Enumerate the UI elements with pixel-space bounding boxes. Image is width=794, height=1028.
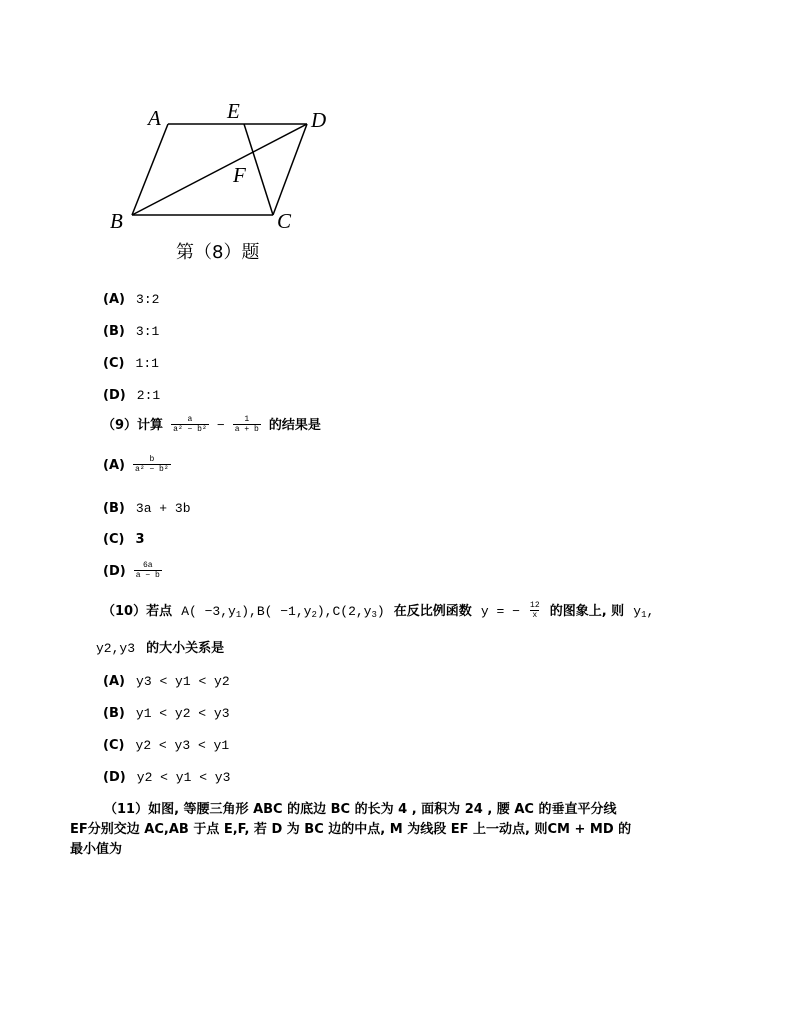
segment-ab — [132, 124, 168, 215]
q8-option-a — [103, 288, 159, 307]
q10-option-b — [103, 702, 230, 721]
fraction-denominator: a² − b² — [135, 465, 169, 474]
q10-points: $A( -3,y_1),B( -1,y_2),C(2,y_3)$ — [181, 604, 385, 620]
fraction-denominator: x — [532, 611, 538, 620]
q10-line2-text: 的大小关系是 — [146, 641, 225, 656]
option-label: (B) — [103, 501, 125, 516]
point-b: ),B( −1, — [241, 604, 304, 619]
q9-option-a — [103, 454, 174, 474]
option-text: 3a + 3b — [135, 501, 191, 516]
q9-option-d — [103, 560, 165, 580]
option-label: (A) — [103, 458, 125, 473]
fraction-numerator: 12 — [530, 601, 540, 610]
option-label: (B) — [103, 706, 125, 721]
q11-line-1: （11）如图, 等腰三角形 ABC 的底边 BC 的长为 4 , 面积为 24 , 腰 AC 的垂直平分线 — [104, 802, 617, 817]
option-label: (A) — [103, 292, 125, 307]
option-text: 1:1 — [135, 356, 159, 371]
fraction-denominator: a² − b² — [173, 425, 207, 434]
q11-line-2: EF分别交边 AC,AB 于点 E,F, 若 D 为 BC 边的中点, M 为线段 EF 上一动点, 则CM + MD 的 — [70, 822, 632, 837]
option-text: 3:1 — [135, 324, 160, 339]
q10-option-c — [103, 734, 229, 753]
q9-option-b — [103, 497, 191, 516]
option-label: (D) — [103, 770, 126, 785]
q9-fraction-2 — [233, 415, 261, 434]
option-text: y2 < y1 < y3 — [136, 770, 231, 785]
option-text: y3 < y1 < y2 — [136, 674, 230, 689]
option-label: (C) — [103, 356, 125, 371]
fraction-numerator: 6a — [142, 561, 153, 570]
option-label: (B) — [103, 324, 125, 339]
var-y1: y — [228, 604, 236, 619]
q10-vars: y2,y3 — [96, 641, 136, 656]
option-text: 2:1 — [136, 388, 161, 403]
q8-option-d — [103, 384, 160, 403]
sub-1: 1 — [235, 610, 242, 620]
minus-sign: − — [216, 418, 225, 433]
q10-option-d — [103, 766, 230, 785]
option-text: 3:2 — [136, 292, 160, 307]
q10-option-a — [103, 670, 230, 689]
q10-y1: $y_1$, — [633, 604, 655, 620]
q8-option-c — [103, 352, 159, 371]
fraction-numerator: 1 — [244, 415, 250, 424]
figure-caption: 第（8）题 — [176, 242, 260, 263]
point-label-d: D — [311, 108, 327, 132]
fraction-numerator: a — [187, 415, 193, 424]
option-text: 3 — [135, 532, 145, 547]
fraction-numerator: b — [149, 455, 155, 464]
q10-mid: 在反比例函数 — [393, 604, 472, 619]
fraction-denominator: a + b — [234, 425, 259, 434]
option-label: (C) — [103, 532, 125, 547]
q10-fraction — [528, 601, 542, 620]
q9-prefix: （9）计算 — [102, 418, 164, 433]
point-a: A( −3, — [181, 604, 228, 619]
q9-fraction-1 — [171, 415, 209, 434]
q10-function: y = − — [480, 604, 520, 619]
point-label-a: A — [148, 106, 161, 130]
fraction-denominator: a − b — [135, 571, 160, 580]
q9-option-c — [103, 528, 145, 547]
q10-suffix: 的图象上, 则 — [549, 604, 625, 619]
point-label-c: C — [277, 209, 292, 233]
q9-suffix: 的结果是 — [268, 418, 321, 433]
option-label: (D) — [103, 388, 126, 403]
point-label-f: F — [233, 163, 246, 187]
option-text: y2 < y3 < y1 — [135, 738, 230, 753]
q8-option-b — [103, 320, 159, 339]
q9-stem — [102, 414, 321, 434]
option-label: (C) — [103, 738, 125, 753]
segment-bd — [132, 124, 307, 215]
option-fraction — [134, 561, 162, 580]
option-fraction — [133, 455, 171, 474]
segment-ec — [244, 124, 273, 215]
q10-stem — [102, 600, 654, 620]
q11-line-3: 最小值为 — [70, 842, 123, 857]
option-text: y1 < y2 < y3 — [135, 706, 230, 721]
option-label: (D) — [103, 564, 126, 579]
point-label-b: B — [110, 209, 123, 233]
point-label-e: E — [227, 99, 240, 123]
point-c: ),C(2, — [316, 604, 364, 619]
option-label: (A) — [103, 674, 125, 689]
q10-stem-line2 — [96, 637, 224, 656]
segment-cd — [273, 124, 307, 215]
close-paren: ) — [376, 604, 385, 619]
q10-prefix: （10）若点 — [102, 604, 173, 619]
